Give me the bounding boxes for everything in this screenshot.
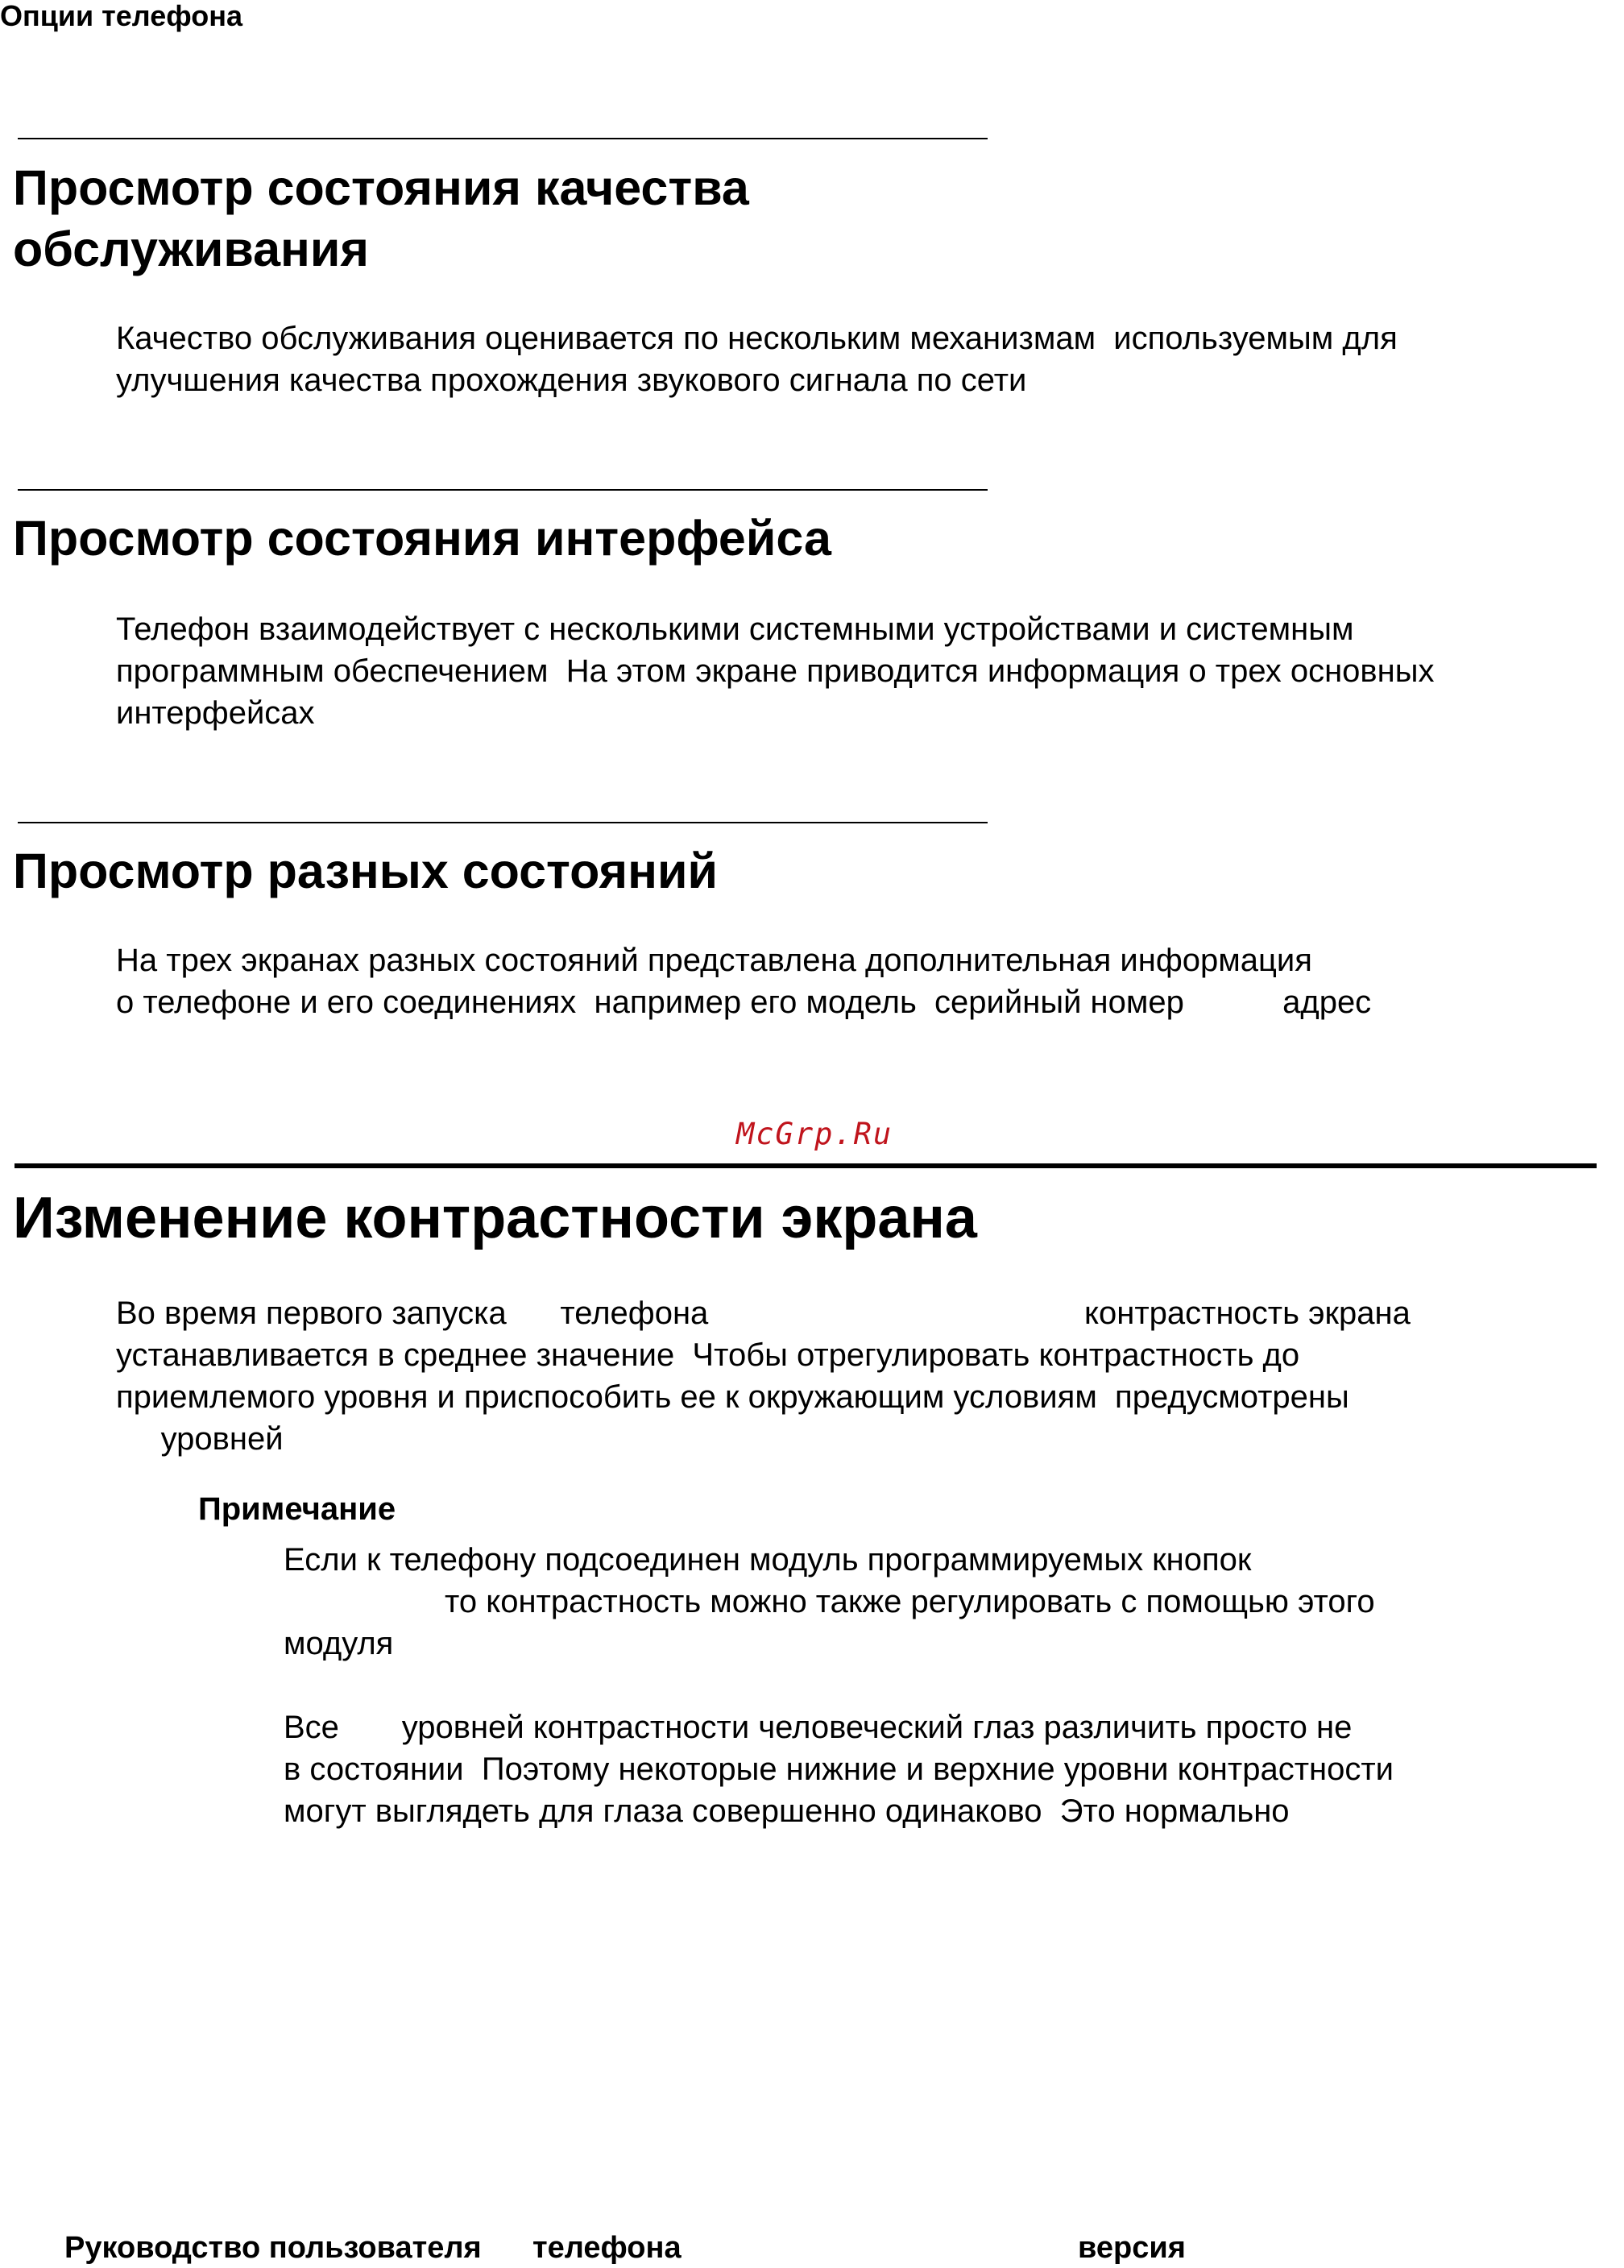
- note-paragraph-1: Если к телефону подсоединен модуль программируемых кнопок то контрастность можно также регулировать с помощью этого модуля: [284, 1542, 1375, 1661]
- section-body-qos: Качество обслуживания оценивается по нескольким механизмам используемым для улучшения качества прохождения звукового сигнала по сети: [116, 321, 1398, 398]
- section-title-interface: Просмотр состояния интерфейса: [13, 511, 831, 566]
- note-paragraph-2: Все уровней контрастности человеческий глаз различить просто не в состоянии Поэтому некоторые нижние и верхние уровни контрастности могут выглядеть для глаза совершенно одинаково Это нормально: [284, 1710, 1394, 1829]
- chapter-divider: [14, 1163, 1597, 1168]
- section-divider: [18, 489, 988, 491]
- main-section-body: Во время первого запуска телефона контрастность экрана устанавливается в среднее значение Чтобы отрегулировать контрастность до приемлемого уровня и приспособить ее к окружающим условиям предусмотрены уровней: [116, 1296, 1411, 1457]
- footer-title: Руководство пользователя телефона: [64, 2231, 682, 2265]
- watermark: McGrp.Ru: [736, 1117, 893, 1151]
- note-label: Примечание: [198, 1491, 396, 1527]
- footer-version: версия: [1078, 2231, 1186, 2265]
- section-title-misc: Просмотр разных состояний: [13, 844, 718, 898]
- section-body-misc: На трех экранах разных состояний представлена дополнительная информация о телефоне и его соединениях например его модель серийный номер адрес: [116, 943, 1372, 1020]
- section-body-interface: Телефон взаимодействует с несколькими системными устройствами и системным программным обеспечением На этом экране приводится информация о трех основных интерфейсах: [116, 612, 1435, 731]
- section-divider: [18, 822, 988, 823]
- section-divider: [18, 138, 988, 139]
- main-section-title: Изменение контрастности экрана: [13, 1186, 977, 1250]
- section-title-qos: Просмотр состояния качества обслуживания: [13, 160, 749, 276]
- running-header: Опции телефона: [0, 0, 242, 32]
